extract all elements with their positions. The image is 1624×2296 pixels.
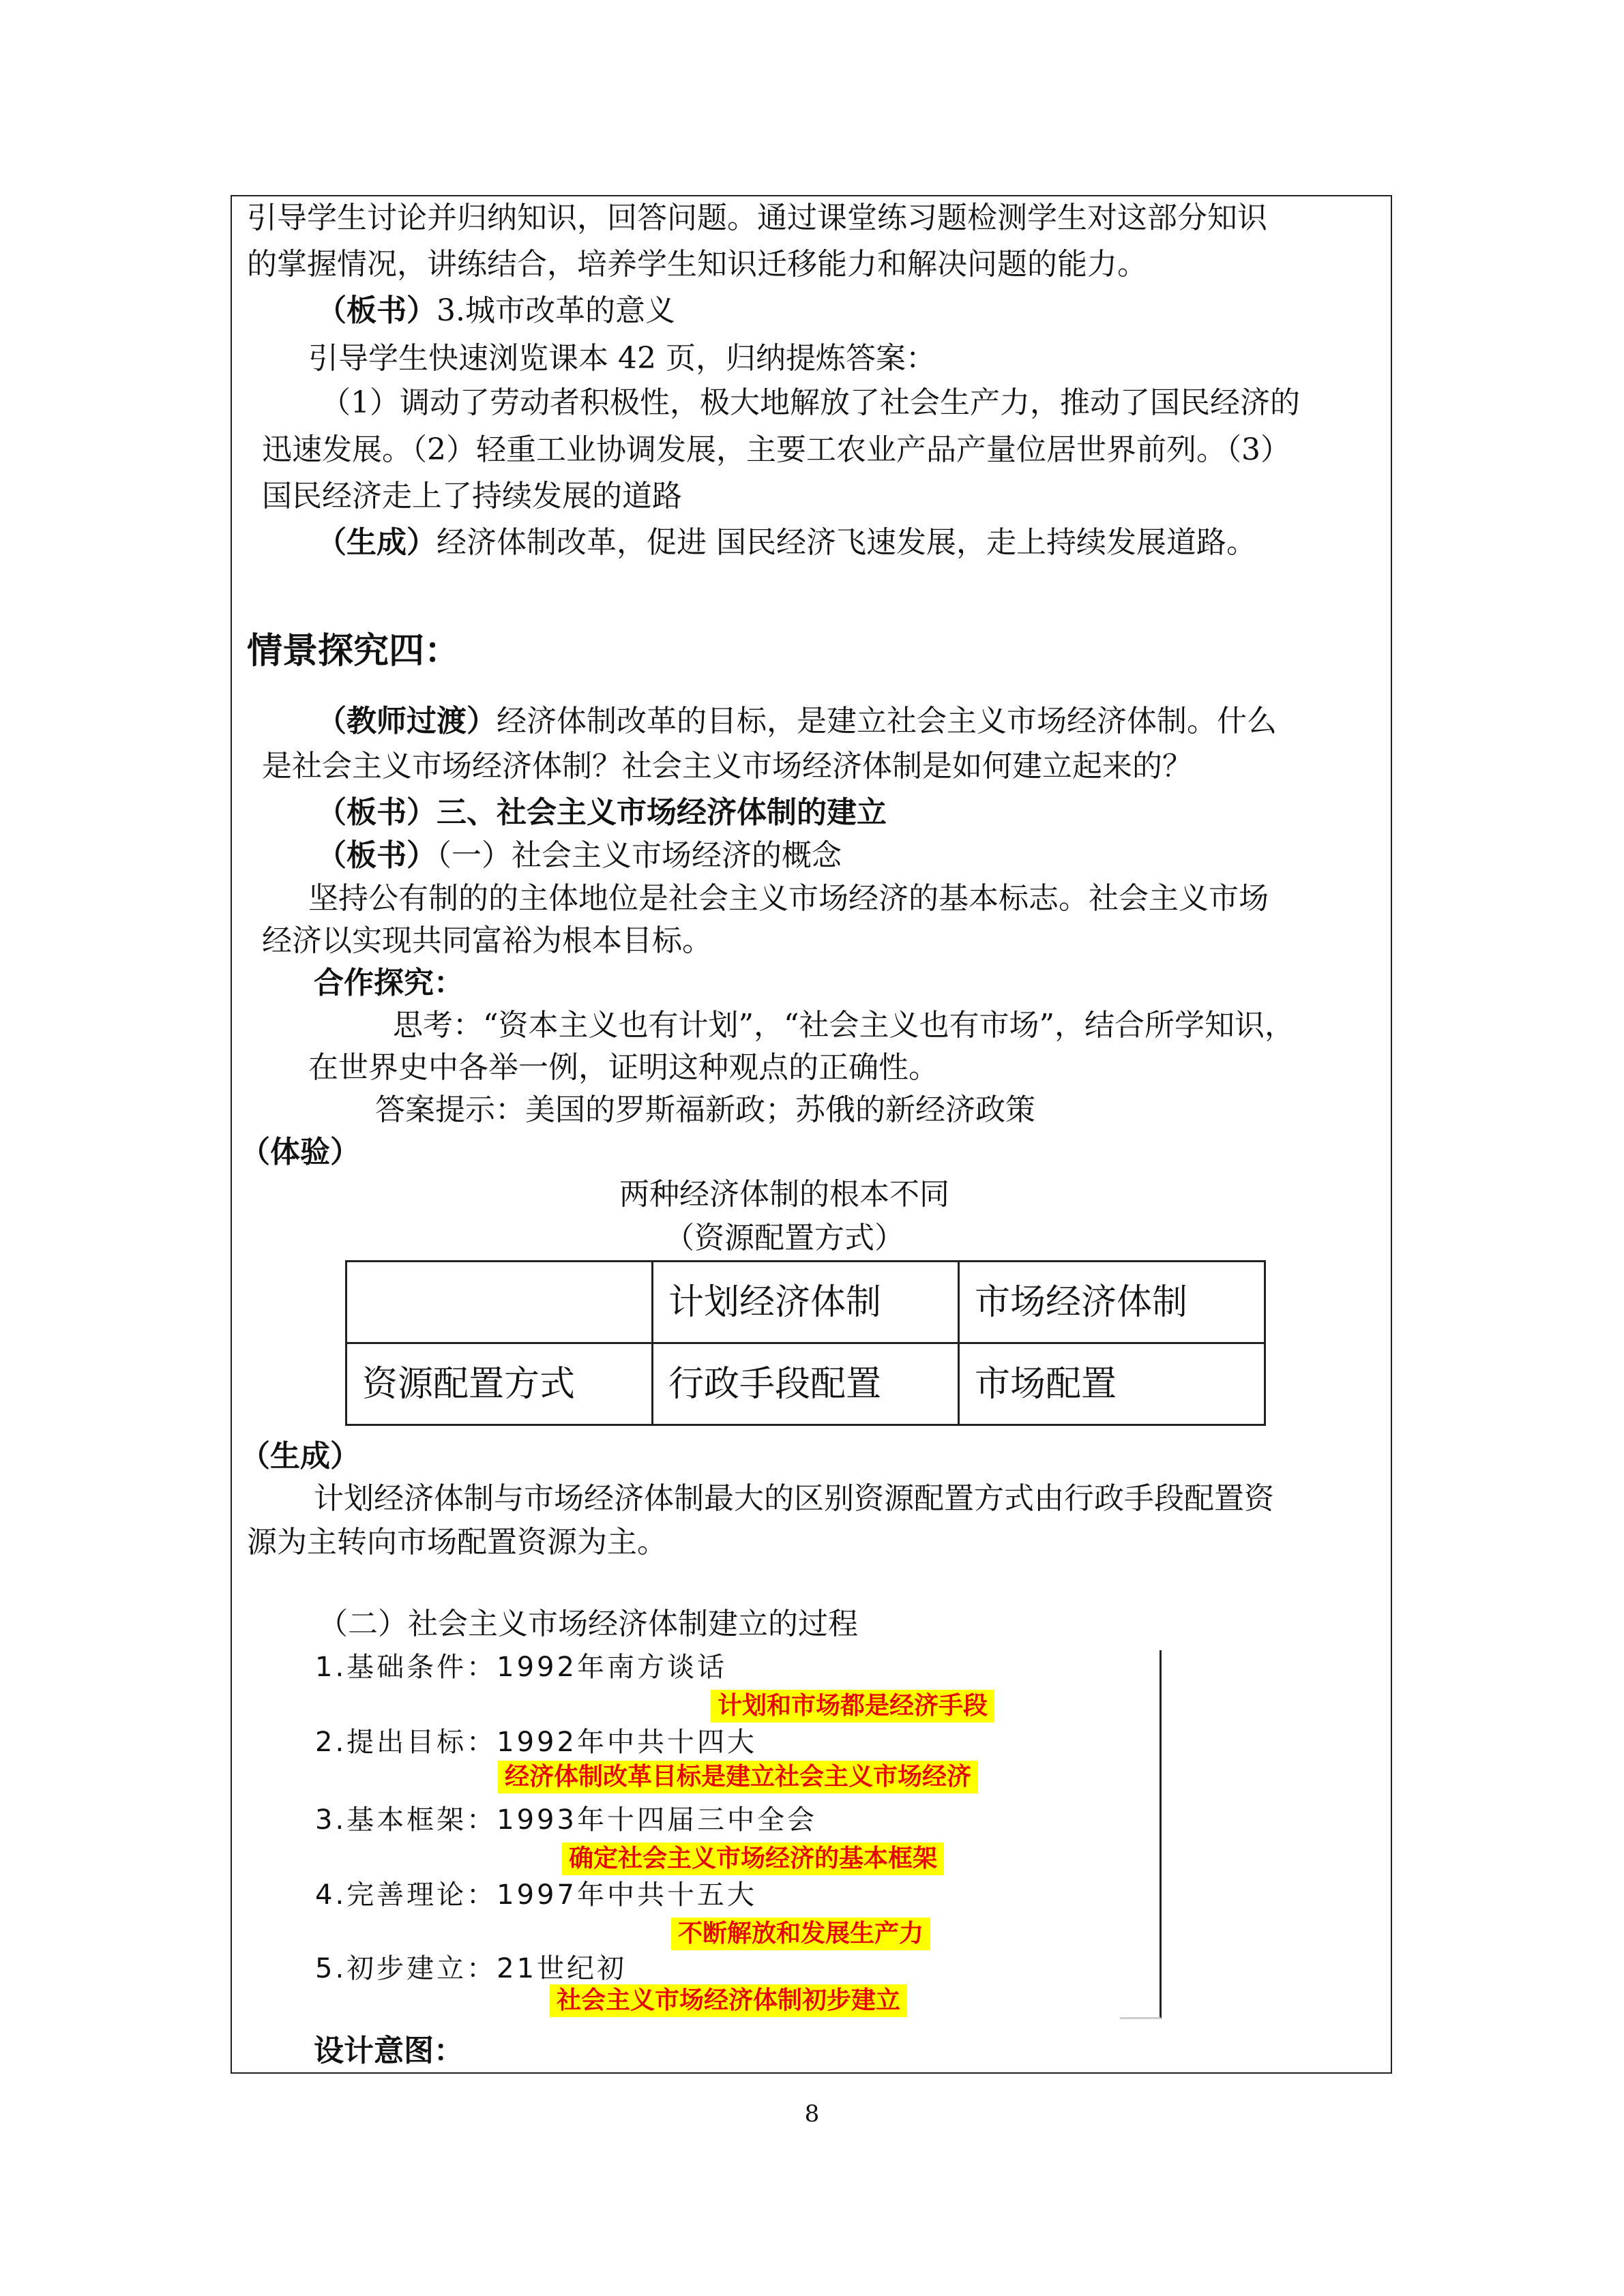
step-1-text: 1.基础条件：1992年南方谈话 — [315, 1652, 727, 1683]
concept-line-1: 坚持公有制的的主体地位是社会主义市场经济的基本标志。社会主义市场 — [308, 881, 1269, 916]
shengcheng-2-label: （生成） — [240, 1439, 360, 1474]
process-heading: （二）社会主义市场经济体制建立的过程 — [318, 1607, 858, 1641]
shengcheng-1 — [316, 522, 1256, 563]
shengcheng-2-line-2: 源为主转向市场配置资源为主。 — [247, 1525, 667, 1560]
figure-right-border — [1160, 1650, 1162, 2018]
table-title: 两种经济体制的根本不同 — [619, 1177, 949, 1212]
teacher-transition-text-1: 经济体制改革的目标，是建立社会主义市场经济体制。什么 — [497, 704, 1277, 739]
table-header-cell: 计划经济体制 — [653, 1262, 959, 1343]
table-subtitle: （资源配置方式） — [664, 1221, 904, 1255]
teacher-transition-tag: （教师过渡） — [316, 704, 497, 739]
process-figure — [315, 1650, 1168, 2018]
banshu-3-text: （一）社会主义市场经济的概念 — [437, 838, 842, 873]
page-number: 8 — [804, 2100, 820, 2128]
banshu-3-tag: （板书） — [316, 838, 437, 873]
shengcheng-tag: （生成） — [316, 525, 437, 560]
shengcheng-text: 经济体制改革，促进 国民经济飞速发展，走上持续发展道路。 — [437, 525, 1256, 560]
step-4-highlight: 不断解放和发展生产力 — [671, 1918, 930, 1950]
intro-line-2: 的掌握情况，讲练结合，培养学生知识迁移能力和解决问题的能力。 — [247, 247, 1147, 282]
shengcheng-2-line-1: 计划经济体制与市场经济体制最大的区别资源配置方式由行政手段配置资 — [314, 1481, 1274, 1516]
table-cell: 市场配置 — [959, 1343, 1265, 1425]
cooperative-label: 合作探究： — [314, 966, 464, 1000]
step-2-text: 2.提出目标：1992年中共十四大 — [315, 1727, 757, 1758]
think-line-2: 在世界史中各举一例，证明这种观点的正确性。 — [308, 1050, 939, 1085]
banshu-3 — [316, 835, 842, 876]
step-2-highlight: 经济体制改革目标是建立社会主义市场经济 — [498, 1761, 978, 1793]
table-header-row — [346, 1262, 1265, 1343]
answer-line-1: （1）调动了劳动者积极性，极大地解放了社会生产力，推动了国民经济的 — [321, 385, 1300, 420]
design-intent-label: 设计意图： — [314, 2033, 464, 2068]
step-1-highlight: 计划和市场都是经济手段 — [711, 1690, 994, 1723]
table-header-cell: 市场经济体制 — [959, 1262, 1265, 1343]
answer-hint: 答案提示：美国的罗斯福新政；苏俄的新经济政策 — [375, 1092, 1035, 1127]
step-3-text: 3.基本框架：1993年十四届三中全会 — [315, 1804, 817, 1836]
think-line-1: 思考：“资本主义也有计划”，“社会主义也有市场”，结合所学知识， — [393, 1008, 1295, 1043]
answer-line-3: 国民经济走上了持续发展的道路 — [262, 479, 682, 513]
step-5-highlight: 社会主义市场经济体制初步建立 — [550, 1984, 907, 2017]
section-heading: 情景探究四： — [247, 631, 460, 672]
table-row — [346, 1343, 1265, 1425]
step-5-text: 5.初步建立：21世纪初 — [315, 1953, 628, 1984]
step-3-highlight: 确定社会主义市场经济的基本框架 — [562, 1843, 944, 1875]
banshu-text: 3.城市改革的意义 — [437, 293, 675, 328]
intro-line-1: 引导学生讨论并归纳知识，回答问题。通过课堂练习题检测学生对这部分知识 — [247, 200, 1267, 235]
table-header-cell — [346, 1262, 653, 1343]
guide-line: 引导学生快速浏览课本 42 页，归纳提炼答案： — [308, 341, 936, 376]
figure-bottom-edge — [1120, 2017, 1161, 2019]
table-cell: 行政手段配置 — [653, 1343, 959, 1425]
banshu-1 — [316, 290, 675, 331]
table-cell: 资源配置方式 — [346, 1343, 653, 1425]
answer-line-2: 迅速发展。（2）轻重工业协调发展，主要工农业产品产量位居世界前列。（3） — [262, 432, 1290, 467]
banshu-2: （板书）三、社会主义市场经济体制的建立 — [316, 795, 887, 830]
teacher-transition-line-1 — [316, 701, 1277, 742]
concept-line-2: 经济以实现共同富裕为根本目标。 — [262, 923, 712, 958]
banshu-tag: （板书） — [316, 293, 437, 328]
step-4-text: 4.完善理论：1997年中共十五大 — [315, 1879, 757, 1911]
comparison-table — [345, 1260, 1266, 1426]
teacher-transition-line-2: 是社会主义市场经济体制？社会主义市场经济体制是如何建立起来的？ — [262, 749, 1192, 784]
experience-label: （体验） — [240, 1135, 360, 1169]
